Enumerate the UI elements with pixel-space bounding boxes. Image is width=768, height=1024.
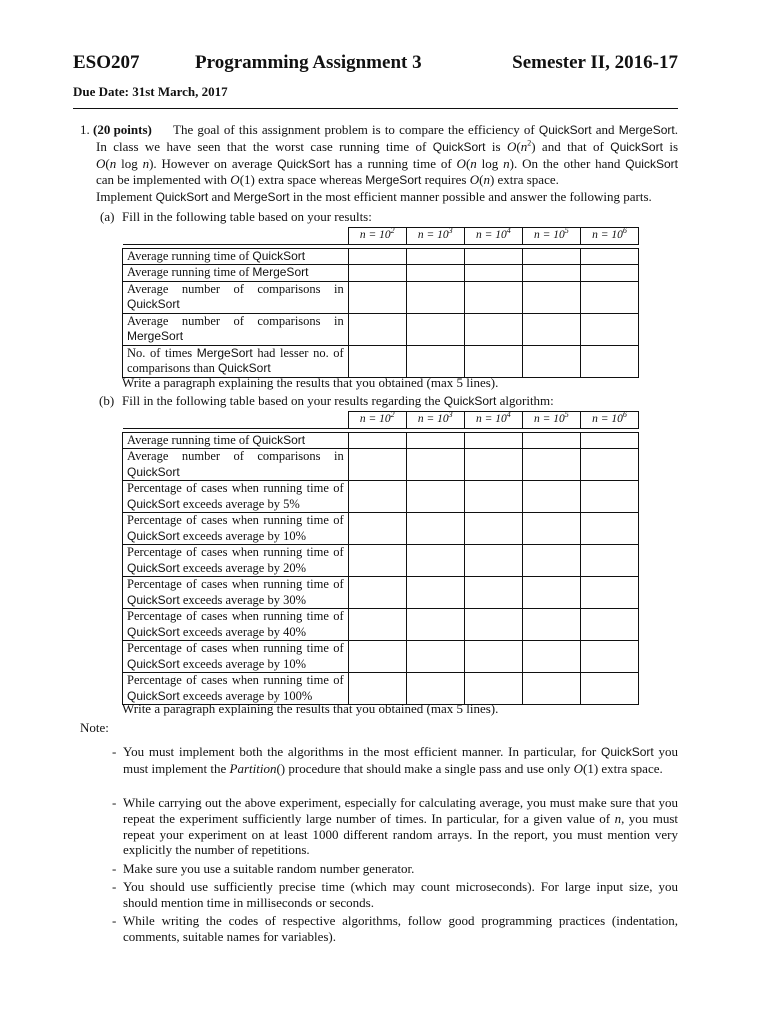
table-cell: [406, 577, 464, 609]
table-cell: [522, 265, 580, 282]
intro-line: O(n log n). However on average QuickSort has a running time of O(n log n). On the other hand QuickSort: [96, 155, 678, 171]
part-b-paragraph-instruction: Write a paragraph explaining the results that you obtained (max 5 lines).: [122, 701, 499, 716]
table-cell: [522, 481, 580, 513]
table-cell: [522, 609, 580, 641]
table-row: [123, 345, 639, 377]
table-cell: [406, 641, 464, 673]
table-corner: [123, 412, 349, 429]
column-header: $n = 10^6$: [580, 228, 638, 245]
table-cell: [522, 248, 580, 265]
table-cell: [348, 281, 406, 313]
table-cell: [406, 432, 464, 449]
table-cell: [348, 265, 406, 282]
page-header: [73, 52, 678, 78]
table-cell: [464, 481, 522, 513]
table-cell: [348, 432, 406, 449]
table-cell: [580, 281, 638, 313]
table-cell: [464, 609, 522, 641]
row-label: Average number of comparisons in MergeSort: [123, 313, 349, 345]
due-date: Due Date: 31st March, 2017: [73, 84, 228, 99]
table-cell: [580, 577, 638, 609]
table-cell: [348, 577, 406, 609]
table-cell: [464, 545, 522, 577]
note-title: Note:: [80, 720, 109, 735]
part-a-text: Fill in the following table based on your results:: [122, 209, 372, 224]
table-cell: [464, 345, 522, 377]
row-label: Percentage of cases when running time of QuickSort exceeds average by 10%: [123, 513, 349, 545]
column-header: $n = 10^3$: [406, 412, 464, 429]
row-label: Average running time of QuickSort: [123, 432, 349, 449]
note-item-text: You must implement both the algorithms in the most efficient manner. In particular, for QuickSort you must implement the Partition() procedure that should make a single pass and use only O(1) extra space.: [123, 744, 679, 776]
table-cell: [406, 545, 464, 577]
table-row: [123, 641, 639, 673]
row-label: Percentage of cases when running time of QuickSort exceeds average by 10%: [123, 641, 349, 673]
table-cell: [580, 641, 638, 673]
row-label: Average running time of QuickSort: [123, 248, 349, 265]
course-code: ESO207: [73, 52, 140, 73]
table-row: [123, 248, 639, 265]
table-row: [123, 313, 639, 345]
column-header: $n = 10^2$: [348, 228, 406, 245]
table-cell: [464, 281, 522, 313]
part-b-label: (b): [99, 393, 115, 408]
table-cell: [348, 641, 406, 673]
table-row: [123, 449, 639, 481]
results-table-b: [122, 411, 639, 705]
row-label: No. of times MergeSort had lesser no. of comparisons than QuickSort: [123, 345, 349, 377]
note-item-text: Make sure you use a suitable random number generator.: [123, 861, 415, 876]
table-cell: [406, 281, 464, 313]
table-cell: [406, 265, 464, 282]
table-cell: [522, 345, 580, 377]
table-cell: [522, 545, 580, 577]
table-row: [123, 577, 639, 609]
table-cell: [464, 449, 522, 481]
column-header: $n = 10^6$: [580, 412, 638, 429]
note-item-text: While carrying out the above experiment, especially for calculating average, you must make sure that you repeat the experiment sufficiently large number of times. In particular, for a given value of n, you must repeat your experiment on at least 1000 different random arrays. In the report, you must mention very explicitly the number of repetitions.: [123, 795, 678, 858]
table-cell: [522, 281, 580, 313]
column-header: $n = 10^4$: [464, 228, 522, 245]
table-cell: [522, 513, 580, 545]
table-cell: [522, 432, 580, 449]
table-cell: [406, 248, 464, 265]
table-cell: [580, 673, 638, 705]
row-label: Average number of comparisons in QuickSort: [123, 281, 349, 313]
table-cell: [580, 248, 638, 265]
table-cell: [522, 577, 580, 609]
table-cell: [348, 313, 406, 345]
table-row: [123, 432, 639, 449]
table-cell: [348, 449, 406, 481]
row-label: Percentage of cases when running time of QuickSort exceeds average by 20%: [123, 545, 349, 577]
intro-line: The goal of this assignment problem is to compare the efficiency of QuickSort and MergeSort.: [173, 122, 678, 137]
table-corner: [123, 228, 349, 245]
part-b-text: Fill in the following table based on your results regarding the QuickSort algorithm:: [122, 393, 554, 408]
column-header: $n = 10^5$: [522, 412, 580, 429]
table-cell: [348, 609, 406, 641]
table-cell: [522, 673, 580, 705]
table-cell: [522, 641, 580, 673]
row-label: Percentage of cases when running time of QuickSort exceeds average by 5%: [123, 481, 349, 513]
table-cell: [580, 432, 638, 449]
table-cell: [348, 481, 406, 513]
table-cell: [580, 313, 638, 345]
row-label: Percentage of cases when running time of QuickSort exceeds average by 30%: [123, 577, 349, 609]
column-header: $n = 10^4$: [464, 412, 522, 429]
column-header: $n = 10^5$: [522, 228, 580, 245]
table-row: [123, 281, 639, 313]
table-row: [123, 481, 639, 513]
table-cell: [580, 545, 638, 577]
table-row: [123, 545, 639, 577]
table-cell: [348, 345, 406, 377]
table-cell: [464, 313, 522, 345]
table-cell: [348, 513, 406, 545]
row-label: Average running time of MergeSort: [123, 265, 349, 282]
table-cell: [348, 248, 406, 265]
question-1-text: [96, 122, 678, 189]
table-cell: [406, 609, 464, 641]
table-cell: [464, 432, 522, 449]
column-header: $n = 10^2$: [348, 412, 406, 429]
table-cell: [522, 449, 580, 481]
header-divider: [73, 108, 678, 109]
table-cell: [580, 449, 638, 481]
part-a-paragraph-instruction: Write a paragraph explaining the results that you obtained (max 5 lines).: [122, 375, 499, 390]
row-label: Percentage of cases when running time of QuickSort exceeds average by 100%: [123, 673, 349, 705]
implement-instruction: Implement QuickSort and MergeSort in the most efficient manner possible and answer the following parts.: [96, 189, 652, 204]
row-label: Average number of comparisons in QuickSort: [123, 449, 349, 481]
table-cell: [580, 345, 638, 377]
semester: Semester II, 2016-17: [512, 52, 678, 73]
note-item-text: While writing the codes of respective algorithms, follow good programming practices (indentation, comments, suitable names for variables).: [123, 913, 678, 944]
part-a-label: (a): [100, 209, 115, 224]
column-header: $n = 10^3$: [406, 228, 464, 245]
question-number: 1.: [80, 122, 90, 137]
intro-line: In class we have seen that the worst case running time of QuickSort is $O(n^2)$ and that of QuickSort is: [96, 138, 678, 154]
table-cell: [464, 513, 522, 545]
results-table-a: [122, 227, 639, 378]
table-cell: [580, 265, 638, 282]
table-cell: [406, 449, 464, 481]
table-row: [123, 265, 639, 282]
table-row: [123, 609, 639, 641]
table-cell: [580, 481, 638, 513]
question-points: (20 points): [93, 122, 152, 137]
table-cell: [406, 345, 464, 377]
table-row: [123, 513, 639, 545]
table-cell: [464, 265, 522, 282]
table-cell: [580, 609, 638, 641]
table-cell: [522, 313, 580, 345]
table-cell: [580, 513, 638, 545]
row-label: Percentage of cases when running time of QuickSort exceeds average by 40%: [123, 609, 349, 641]
table-row: [123, 673, 639, 705]
table-cell: [348, 545, 406, 577]
table-cell: [406, 481, 464, 513]
table-cell: [464, 641, 522, 673]
table-cell: [348, 673, 406, 705]
table-cell: [406, 313, 464, 345]
intro-line: can be implemented with O(1) extra space whereas MergeSort requires O(n) extra space.: [96, 172, 559, 188]
note-item-text: You should use sufficiently precise time (which may count microseconds). For large input size, you should mention time in milliseconds or seconds.: [123, 879, 678, 910]
table-cell: [464, 673, 522, 705]
assignment-title: Programming Assignment 3: [195, 52, 422, 73]
table-cell: [406, 673, 464, 705]
table-cell: [406, 513, 464, 545]
table-cell: [464, 577, 522, 609]
table-cell: [464, 248, 522, 265]
